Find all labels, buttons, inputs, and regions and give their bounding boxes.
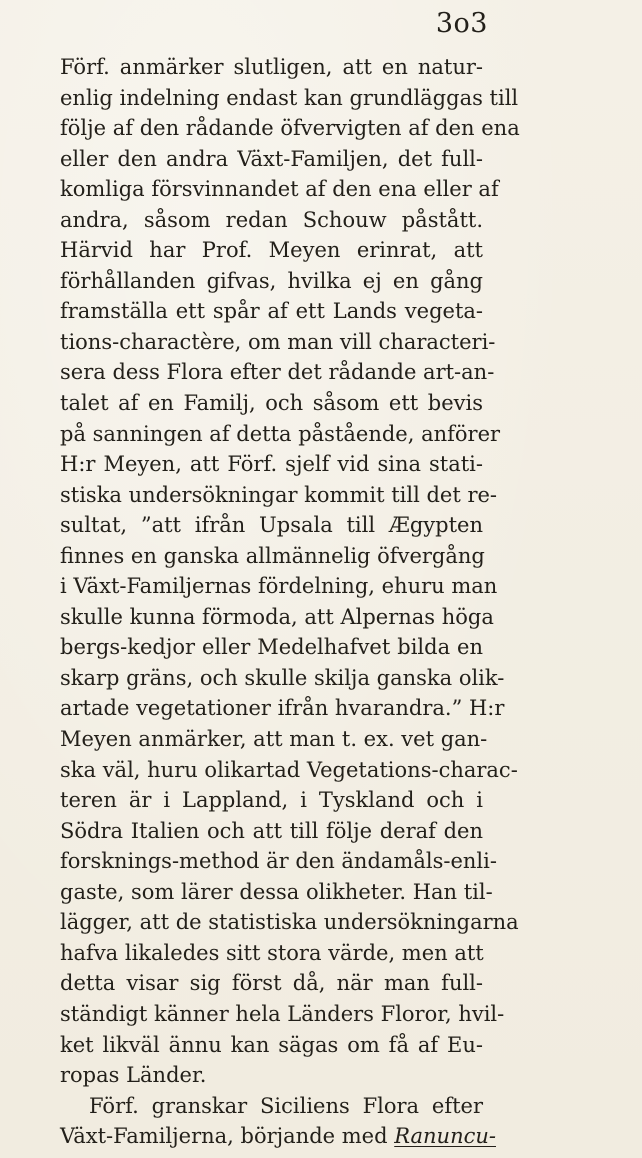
text-line: framställa ett spår af ett Lands vegeta- bbox=[60, 299, 483, 324]
text-line: ska väl, huru olikartad Vegetations-charac- bbox=[60, 757, 518, 782]
text-line: tions-charactère, om man vill characteri- bbox=[60, 329, 496, 354]
page-number: 3o3 bbox=[435, 8, 488, 39]
text-line: Förf. anmärker slutligen, att en natur- bbox=[60, 55, 483, 79]
text-line: finnes en ganska allmännelig öfvergång bbox=[60, 543, 485, 568]
text-line: hafva likaledes sitt stora värde, men att bbox=[60, 940, 484, 965]
body-text bbox=[60, 52, 520, 1152]
text-line: på sanningen af detta påstående, anförer bbox=[60, 421, 501, 446]
text-line: följe af den rådande öfvervigten af den ena bbox=[60, 116, 520, 141]
text-line: i Växt-Familjernas fördelning, ehuru man bbox=[60, 574, 498, 599]
paragraph-end-line: ropas Länder. bbox=[60, 1063, 207, 1088]
text-line: gaste, som lärer dessa olikheter. Han til- bbox=[60, 879, 493, 904]
text-line: sultat, ”att ifrån Upsala till Ægypten bbox=[60, 513, 483, 538]
text-line: eller den andra Växt-Familjen, det full- bbox=[60, 146, 483, 171]
text-line: komliga försvinnandet af den ena eller af bbox=[60, 177, 499, 202]
text-line: sera dess Flora efter det rådande art-an- bbox=[60, 360, 495, 385]
text-line: skulle kunna förmoda, att Alpernas höga bbox=[60, 604, 494, 629]
text-line: teren är i Lappland, i Tyskland och i bbox=[60, 788, 483, 813]
text-line: stiska undersökningar kommit till det re- bbox=[60, 482, 498, 507]
text-line: artade vegetationer ifrån hvarandra.” H:r bbox=[60, 696, 505, 721]
text-line: talet af en Familj, och såsom ett bevis bbox=[60, 391, 483, 416]
text-line: förhållanden gifvas, hvilka ej en gång bbox=[60, 268, 483, 293]
text-line: Härvid har Prof. Meyen erinrat, att bbox=[60, 238, 483, 263]
text-line: skarp gräns, och skulle skilja ganska olik- bbox=[60, 665, 505, 690]
text-line: lägger, att de statistiska undersökningarna bbox=[60, 910, 519, 935]
text-line: Meyen anmärker, att man t. ex. vet gan- bbox=[60, 727, 488, 752]
paragraph-start-line: Förf. granskar Siciliens Flora efter bbox=[89, 1093, 483, 1118]
text-line: detta visar sig först då, när man full- bbox=[60, 971, 483, 996]
text-line: bergs-kedjor eller Medelhafvet bilda en bbox=[60, 635, 483, 660]
text-line: Södra Italien och att till följe deraf den bbox=[60, 818, 483, 843]
text-line: enlig indelning endast kan grundläggas till bbox=[60, 85, 519, 110]
text-line: forsknings-method är den ändamåls-enli- bbox=[60, 849, 497, 874]
final-line-text: Växt-Familjerna, börjande med bbox=[60, 1124, 395, 1149]
text-line: ständigt känner hela Länders Floror, hvil- bbox=[60, 1001, 505, 1026]
underlined-italic-word: Ranuncu- bbox=[394, 1124, 496, 1149]
text-line: ket likväl ännu kan sägas om få af Eu- bbox=[60, 1032, 483, 1057]
final-line bbox=[60, 1121, 496, 1152]
text-line: H:r Meyen, att Förf. sjelf vid sina stati- bbox=[60, 452, 483, 477]
text-line: andra, såsom redan Schouw påstått. bbox=[60, 207, 483, 232]
